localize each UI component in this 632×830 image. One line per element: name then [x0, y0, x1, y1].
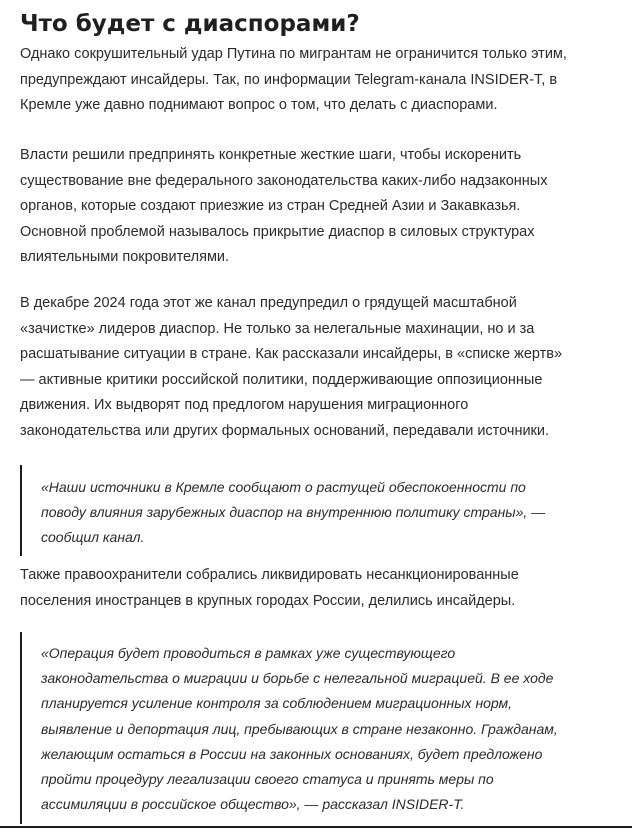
quote-line: поводу влияния зарубежных диаспор на внутреннюю политику страны», —	[41, 504, 546, 521]
paragraph-line: Однако сокрушительный удар Путина по мигрантам не ограничится только этим,	[20, 46, 567, 62]
blockquote-text	[41, 475, 611, 551]
bottom-divider	[0, 826, 632, 828]
paragraph-4	[20, 563, 620, 614]
paragraph-2	[20, 143, 620, 271]
paragraph-line: «зачистке» лидеров диаспор. Не только за нелегальные махинации, но и за	[20, 320, 535, 337]
quote-line: планируется усиление контроля за соблюдением миграционных норм,	[41, 695, 513, 712]
paragraph-line: Власти решили предпринять конкретные жесткие шаги, чтобы искоренить	[20, 147, 522, 163]
quote-line: законодательства о миграции и борьбе с нелегальной миграцией. В ее ходе	[41, 670, 554, 687]
blockquote-1	[20, 465, 618, 556]
quote-line: «Наши источники в Кремле сообщают о растущей обеспокоенности по	[41, 479, 526, 495]
paragraph-line: законодательства или других формальных оснований, передавали источники.	[20, 422, 550, 439]
paragraph-line: существование вне федерального законодательства каких-либо надзаконных	[20, 172, 548, 189]
paragraph-line: предупреждают инсайдеры. Так, по информации Telegram-канала INSIDER-T, в	[20, 71, 558, 88]
quote-line: «Операция будет проводиться в рамках уже существующего	[41, 645, 456, 661]
paragraph-line: влиятельными покровителями.	[20, 249, 230, 265]
paragraph-line: органов, которые создают приезжие из стран Средней Азии и Закавказья.	[20, 198, 521, 214]
paragraph-line: расшатывание ситуации в стране. Как рассказали инсайдеры, в «списке жертв»	[20, 346, 563, 362]
paragraph-line: Кремле уже давно поднимают вопрос о том, что делать с диаспорами.	[20, 97, 498, 113]
paragraph-line: В декабре 2024 года этот же канал предупредил о грядущей масштабной	[20, 295, 517, 311]
paragraph-line: — активные критики российской политики, поддерживающие оппозиционные	[20, 371, 543, 388]
quote-line: пройти процедуру легализации своего статуса и принять меры по	[41, 770, 494, 787]
paragraph-1	[20, 42, 620, 119]
quote-line: выявление и депортация лиц, пребывающих в стране незаконно. Гражданам,	[41, 720, 558, 737]
paragraph-line: Основной проблемой называлось прикрытие диаспор в силовых структурах	[20, 223, 535, 240]
paragraph-line: движения. Их выдворят под предлогом нарушения миграционного	[20, 397, 469, 413]
paragraph-line: поселения иностранцев в крупных городах России, делились инсайдеры.	[20, 592, 516, 609]
quote-line: ассимиляции в российское общество», — рассказал INSIDER-T.	[41, 796, 465, 813]
paragraph-line: Также правоохранители собрались ликвидировать несанкционированные	[20, 567, 519, 583]
paragraph-3	[20, 291, 620, 444]
blockquote-2	[20, 632, 618, 824]
quote-line: сообщил канал.	[41, 529, 145, 546]
quote-line: желающим остаться в России на законных основаниях, будет предложено	[41, 745, 543, 762]
section-heading: Что будет с диаспорами?	[20, 11, 360, 37]
blockquote-text	[41, 641, 611, 817]
